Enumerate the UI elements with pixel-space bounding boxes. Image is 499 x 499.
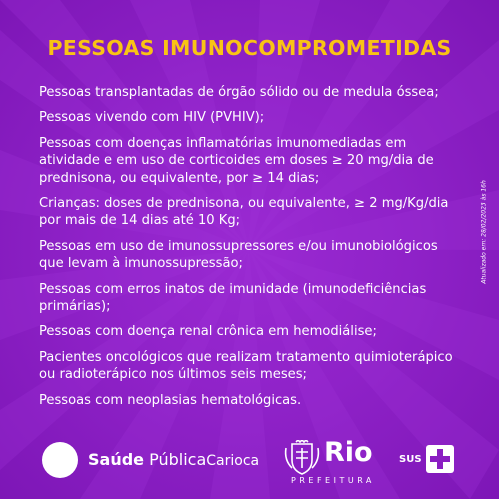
update-timestamp: Atualizado em: 28/02/2023 às 16h bbox=[480, 180, 488, 284]
logo-word-carioca: Carioca bbox=[206, 453, 260, 469]
footer bbox=[0, 437, 499, 494]
list-item: Pessoas com doença renal crônica em hemodiálise; bbox=[39, 324, 377, 340]
sus-logo-text: SUS bbox=[399, 454, 422, 465]
list-item: Pessoas com erros inatos de imunidade (imunodeficiências primárias); bbox=[39, 281, 427, 314]
saude-publica-logo-icon bbox=[42, 442, 78, 478]
list-item: Crianças: doses de prednisona, ou equivalente, ≥ 2 mg/Kg/dia por mais de 14 dias até 10 Kg; bbox=[39, 196, 449, 229]
saude-publica-logo-text bbox=[88, 450, 259, 469]
logo-word-saude: Saúde bbox=[88, 450, 145, 469]
list-item: Pessoas vivendo com HIV (PVHIV); bbox=[39, 110, 265, 126]
list-item: Pessoas transplantadas de órgão sólido ou de medula óssea; bbox=[39, 85, 439, 100]
list-item: Pacientes oncológicos que realizam tratamento quimioterápico ou radioterápico nos últimos seis meses; bbox=[39, 349, 453, 383]
list-item: Pessoas com doenças inflamatórias imunomediadas em atividade e em uso de corticoides em doses ≥ 20 mg/dia de prednisona, ou equivalente, por ≥ 14 dias; bbox=[39, 135, 434, 186]
page-title: PESSOAS IMUNOCOMPROMETIDAS bbox=[47, 36, 452, 60]
criteria-list bbox=[39, 84, 464, 417]
list-item: Pessoas em uso de imunossupressores e/ou imunobiológicos que levam à imunossupressão; bbox=[39, 238, 438, 272]
rio-logo-text: Rio bbox=[324, 437, 373, 468]
rio-crest-icon bbox=[283, 440, 321, 476]
logo-word-publica: Pública bbox=[149, 450, 207, 469]
sus-cross-icon bbox=[426, 445, 454, 473]
list-item: Pessoas com neoplasias hematológicas. bbox=[39, 392, 302, 408]
prefeitura-label: PREFEITURA bbox=[291, 476, 375, 485]
